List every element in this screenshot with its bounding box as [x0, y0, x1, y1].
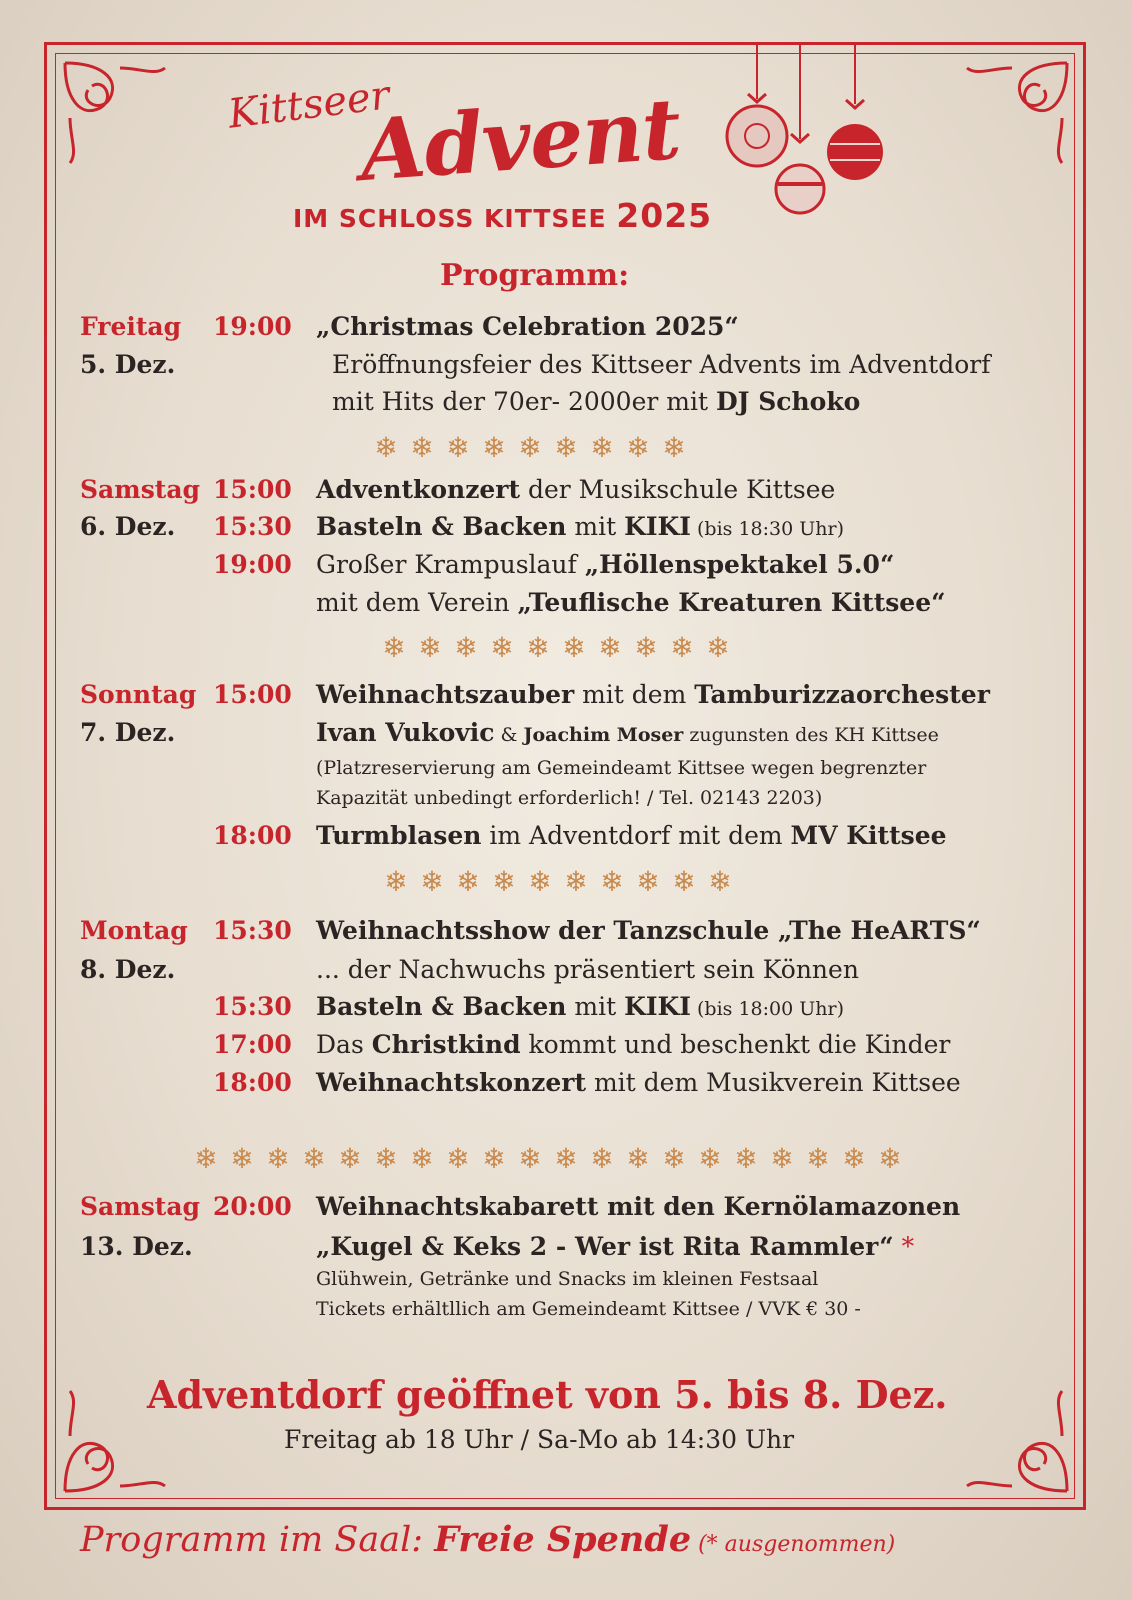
event-text — [316, 1232, 914, 1261]
event-time: 18:00 — [213, 821, 292, 850]
snowflake-icon: ❄ — [528, 865, 552, 898]
event-text-bold: Christkind — [371, 1030, 521, 1059]
day-label: Sonntag — [80, 680, 197, 709]
snowflake-icon: ❄ — [662, 1142, 686, 1175]
event-text-part: im Adventdorf mit dem — [481, 821, 791, 850]
event-time: 17:00 — [213, 1030, 292, 1059]
event-text-part: der Musikschule Kittsee — [520, 475, 836, 504]
snowflake-icon: ❄ — [482, 1142, 506, 1175]
asterisk: * — [901, 1232, 915, 1261]
event-text-part: mit Hits der 70er- 2000er mit — [332, 387, 716, 416]
event-time: 15:30 — [213, 512, 292, 541]
event-text-bold: Adventkonzert — [316, 475, 521, 504]
snowflake-icon: ❄ — [410, 1142, 434, 1175]
title-script-large: Advent — [356, 78, 684, 201]
date-label: 13. Dez. — [80, 1232, 193, 1261]
event-time: 19:00 — [213, 312, 292, 341]
snowflake-icon: ❄ — [554, 1142, 578, 1175]
event-text-bold: Basteln & Backen — [316, 512, 567, 541]
event-note: (bis 18:30 Uhr) — [690, 518, 845, 540]
snowflake-icon: ❄ — [374, 1142, 398, 1175]
event-text-bold: Weihnachtskonzert — [316, 1068, 587, 1097]
snowflake-icon: ❄ — [698, 1142, 722, 1175]
snowflake-icon: ❄ — [446, 431, 470, 464]
snowflake-icon: ❄ — [636, 865, 660, 898]
event-text-bold: „Kugel & Keks 2 - Wer ist Rita Rammler“ — [316, 1232, 894, 1261]
snowflake-icon: ❄ — [418, 631, 442, 664]
program-heading: Programm: — [440, 258, 630, 293]
snowflake-icon: ❄ — [626, 1142, 650, 1175]
snowflake-icon: ❄ — [708, 865, 732, 898]
year: 2025 — [616, 196, 713, 235]
snowflake-icon: ❄ — [456, 865, 480, 898]
subtitle — [293, 196, 712, 235]
event-text-bold: DJ Schoko — [715, 387, 861, 416]
snowflake-icon: ❄ — [734, 1142, 758, 1175]
event-text-part: mit — [566, 992, 625, 1021]
snowflake-icon: ❄ — [482, 431, 506, 464]
event-text — [316, 550, 894, 579]
snowflake-icon: ❄ — [770, 1142, 794, 1175]
event-text — [316, 718, 939, 747]
event-time: 18:00 — [213, 1068, 292, 1097]
event-text-bold: Tamburizzaorchester — [694, 680, 990, 709]
snowflake-icon: ❄ — [562, 631, 586, 664]
event-text — [316, 821, 947, 850]
snowflake-icon: ❄ — [526, 631, 550, 664]
event-text — [316, 992, 844, 1021]
date-label: 7. Dez. — [80, 718, 176, 747]
event-text — [316, 1068, 961, 1097]
snowflake-divider — [190, 1143, 906, 1175]
snowflake-icon: ❄ — [518, 1142, 542, 1175]
bottom-text: Programm im Saal: — [80, 1520, 435, 1560]
corner-ornament-icon — [962, 58, 1072, 168]
snowflake-icon: ❄ — [420, 865, 444, 898]
snowflake-icon: ❄ — [634, 631, 658, 664]
event-title: „Christmas Celebration 2025“ — [316, 312, 739, 341]
snowflake-icon: ❄ — [454, 631, 478, 664]
day-label: Montag — [80, 916, 188, 945]
snowflake-icon: ❄ — [382, 631, 406, 664]
snowflake-icon: ❄ — [384, 865, 408, 898]
event-note: (bis 18:00 Uhr) — [690, 998, 845, 1020]
snowflake-icon: ❄ — [554, 431, 578, 464]
event-text — [316, 475, 835, 504]
event-text-part: Das — [316, 1030, 372, 1059]
snowflake-icon: ❄ — [410, 431, 434, 464]
opening-range: 5. bis 8. Dez. — [674, 1372, 948, 1417]
snowflake-icon: ❄ — [672, 865, 696, 898]
snowflake-divider — [370, 432, 690, 464]
snowflake-icon: ❄ — [446, 1142, 470, 1175]
bottom-line — [80, 1519, 895, 1560]
snowflake-icon: ❄ — [626, 431, 650, 464]
event-text — [316, 588, 946, 617]
event-note: Tickets erhältllich am Gemeindeamt Kittsee / VVK € 30 - — [316, 1298, 861, 1320]
bottom-highlight: Freie Spende — [434, 1519, 692, 1560]
event-text-bold: „Höllenspektakel 5.0“ — [584, 550, 895, 579]
day-label: Samstag — [80, 475, 201, 504]
event-text-part: Großer Krampuslauf — [316, 550, 585, 579]
event-note: Kapazität unbedingt erforderlich! / Tel. 02143 2203) — [316, 787, 823, 809]
opening-dates — [147, 1372, 948, 1417]
event-title: Weihnachtsshow der Tanzschule „The HeARTS“ — [316, 916, 981, 945]
date-label: 8. Dez. — [80, 955, 176, 984]
event-time: 20:00 — [213, 1192, 292, 1221]
snowflake-divider — [378, 632, 734, 664]
snowflake-icon: ❄ — [266, 1142, 290, 1175]
event-text-part: zugunsten des KH Kittsee — [683, 724, 939, 746]
snowflake-icon: ❄ — [590, 1142, 614, 1175]
snowflake-icon: ❄ — [374, 431, 398, 464]
event-text-bold: MV Kittsee — [790, 821, 947, 850]
event-text-part: mit dem — [574, 680, 695, 709]
snowflake-icon: ❄ — [670, 631, 694, 664]
snowflake-icon: ❄ — [598, 631, 622, 664]
event-text-part: mit — [566, 512, 625, 541]
corner-ornament-icon — [962, 1386, 1072, 1496]
snowflake-icon: ❄ — [230, 1142, 254, 1175]
event-text-bold: Basteln & Backen — [316, 992, 567, 1021]
snowflake-icon: ❄ — [338, 1142, 362, 1175]
event-text-part: mit dem Verein — [316, 588, 518, 617]
event-note: (Platzreservierung am Gemeindeamt Kittsee wegen begrenzter — [316, 757, 927, 779]
corner-ornament-icon — [60, 58, 170, 168]
snowflake-divider — [380, 866, 736, 898]
event-text-bold: Ivan Vukovic — [316, 718, 495, 747]
event-text — [316, 680, 990, 709]
date-label: 6. Dez. — [80, 512, 176, 541]
snowflake-icon: ❄ — [662, 431, 686, 464]
event-text — [316, 1030, 950, 1059]
snowflake-icon: ❄ — [842, 1142, 866, 1175]
event-text-bold: Weihnachtszauber — [316, 680, 575, 709]
subtitle-text: IM SCHLOSS KITTSEE — [293, 204, 607, 233]
snowflake-icon: ❄ — [806, 1142, 830, 1175]
event-time: 15:00 — [213, 475, 292, 504]
event-text-bold: Turmblasen — [316, 821, 482, 850]
snowflake-icon: ❄ — [878, 1142, 902, 1175]
event-text: Eröffnungsfeier des Kittseer Advents im Adventdorf — [332, 350, 991, 379]
event-time: 15:00 — [213, 680, 292, 709]
event-text-bold: Joachim Moser — [523, 724, 684, 746]
snowflake-icon: ❄ — [490, 631, 514, 664]
event-time: 19:00 — [213, 550, 292, 579]
event-text-bold: KIKI — [624, 992, 691, 1021]
event-text-part: mit dem Musikverein Kittsee — [586, 1068, 961, 1097]
day-label: Freitag — [80, 312, 182, 341]
event-text: ... der Nachwuchs präsentiert sein Können — [316, 955, 859, 984]
bottom-note: (* ausgenommen) — [691, 1532, 896, 1557]
christmas-bauble-icon — [720, 44, 920, 224]
snowflake-icon: ❄ — [492, 865, 516, 898]
title-script-small: Kittseer — [225, 72, 393, 138]
event-text — [316, 512, 844, 541]
event-text-bold: KIKI — [624, 512, 691, 541]
opening-text: Adventdorf geöffnet von — [147, 1372, 675, 1417]
event-text-part: kommt und beschenkt die Kinder — [520, 1030, 951, 1059]
event-text-bold: „Teuflische Kreaturen Kittsee“ — [517, 588, 946, 617]
day-label: Samstag — [80, 1192, 201, 1221]
event-text — [332, 387, 860, 416]
snowflake-icon: ❄ — [194, 1142, 218, 1175]
snowflake-icon: ❄ — [590, 431, 614, 464]
snowflake-icon: ❄ — [518, 431, 542, 464]
snowflake-icon: ❄ — [564, 865, 588, 898]
event-text-part: & — [494, 724, 524, 746]
event-time: 15:30 — [213, 916, 292, 945]
date-label: 5. Dez. — [80, 350, 176, 379]
snowflake-icon: ❄ — [706, 631, 730, 664]
event-note: Glühwein, Getränke und Snacks im kleinen Festsaal — [316, 1268, 819, 1290]
opening-hours: Freitag ab 18 Uhr / Sa-Mo ab 14:30 Uhr — [284, 1425, 795, 1454]
snowflake-icon: ❄ — [302, 1142, 326, 1175]
snowflake-icon: ❄ — [600, 865, 624, 898]
event-title: Weihnachtskabarett mit den Kernölamazonen — [316, 1192, 961, 1221]
event-time: 15:30 — [213, 992, 292, 1021]
